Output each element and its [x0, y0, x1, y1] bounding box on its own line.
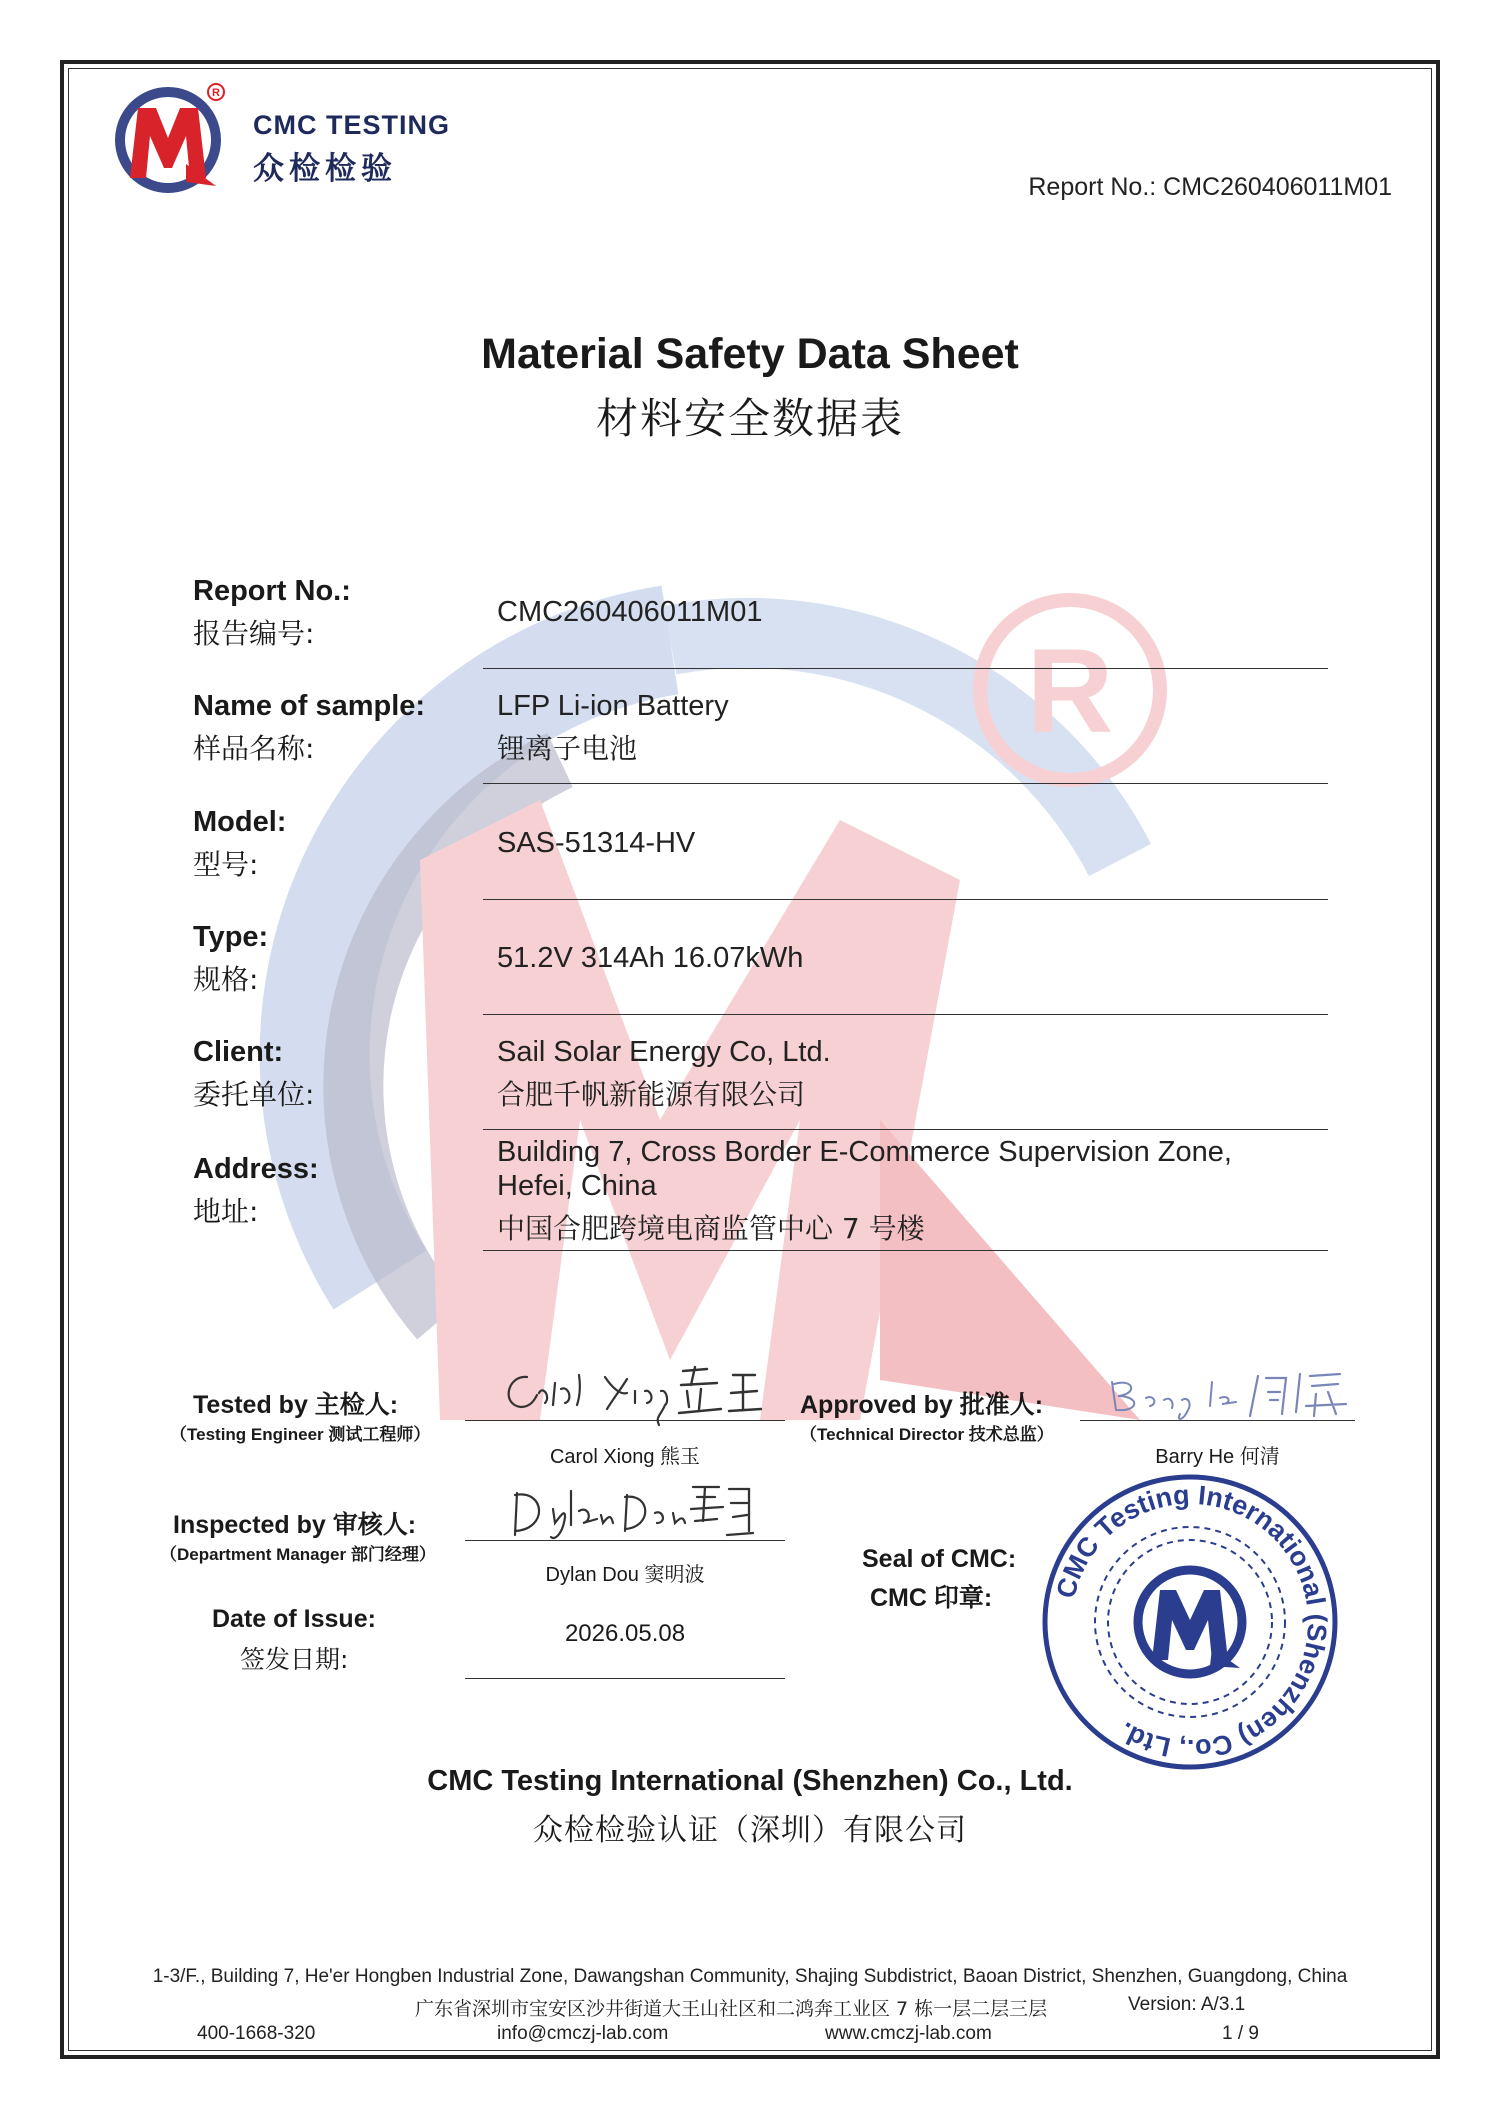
- type-label-cn: 规格:: [193, 963, 259, 996]
- footer-address-cn: 广东省深圳市宝安区沙井街道大王山社区和二鸿奔工业区 7 栋一层二层三层: [415, 1998, 1048, 2020]
- client-value-en: Sail Solar Energy Co, Ltd.: [497, 1036, 831, 1068]
- footer-address-en: 1-3/F., Building 7, He'er Hongben Industrial Zone, Dawangshan Community, Shajing Subdistrict, Baoan District, Shenzhen, Guangdong, China: [152, 1966, 1348, 1987]
- seal-label-en: Seal of CMC:: [862, 1545, 1017, 1573]
- footer-version: Version: A/3.1: [1128, 1994, 1246, 2015]
- inspected-by-line: [465, 1540, 785, 1541]
- divider: [483, 783, 1328, 784]
- inspected-by-label: Inspected by 审核人:: [173, 1511, 417, 1539]
- sample-value-en: LFP Li-ion Battery: [497, 690, 729, 722]
- inspected-by-name: Dylan Dou 窦明波: [545, 1564, 705, 1586]
- address-label-cn: 地址:: [193, 1195, 259, 1228]
- approved-by-label: Approved by 批准人:: [800, 1391, 1044, 1419]
- divider: [483, 1250, 1328, 1251]
- divider: [483, 668, 1328, 669]
- model-label-cn: 型号:: [193, 848, 259, 881]
- date-of-issue-label-en: Date of Issue:: [212, 1605, 376, 1633]
- approved-by-name: Barry He 何清: [1155, 1446, 1280, 1468]
- address-value-line2: Hefei, China: [497, 1170, 657, 1202]
- model-label-en: Model:: [193, 806, 287, 838]
- type-label-en: Type:: [193, 921, 269, 953]
- inspected-by-role: （Department Manager 部门经理）: [160, 1545, 436, 1564]
- footer-email[interactable]: info@cmczj-lab.com: [497, 2023, 669, 2044]
- document-title-cn: 材料安全数据表: [595, 394, 904, 443]
- svg-text:R: R: [212, 87, 220, 99]
- seal-label-cn: CMC 印章:: [870, 1584, 993, 1612]
- tested-by-role: （Testing Engineer 测试工程师）: [170, 1425, 431, 1444]
- divider: [483, 1014, 1328, 1015]
- svg-text:R: R: [1026, 624, 1114, 758]
- approved-by-signature: [1100, 1358, 1360, 1428]
- report-number-header: Report No.: CMC260406011M01: [1028, 173, 1392, 201]
- type-value: 51.2V 314Ah 16.07kWh: [497, 942, 804, 974]
- divider: [483, 1129, 1328, 1130]
- tested-by-name: Carol Xiong 熊玉: [549, 1446, 701, 1468]
- tested-by-line: [465, 1420, 785, 1421]
- date-of-issue-line: [465, 1678, 785, 1679]
- approved-by-line: [1080, 1420, 1355, 1421]
- approved-by-role: （Technical Director 技术总监）: [800, 1425, 1054, 1444]
- company-name-cn: 众检检验认证（深圳）有限公司: [533, 1813, 967, 1848]
- tested-by-signature: [495, 1355, 765, 1435]
- logo-text-en: CMC TESTING: [253, 110, 450, 140]
- inspected-by-signature: [505, 1475, 755, 1550]
- document-title-en: Material Safety Data Sheet: [481, 330, 1019, 378]
- sample-label-en: Name of sample:: [193, 690, 426, 722]
- client-label-en: Client:: [193, 1036, 284, 1068]
- cmc-logo-icon: [108, 78, 228, 198]
- client-label-cn: 委托单位:: [193, 1078, 315, 1111]
- cmc-seal-stamp: [1040, 1472, 1340, 1772]
- seal-text: CMC Testing International (Shenzhen) Co., Ltd.: [1050, 1479, 1333, 1765]
- date-of-issue-value: 2026.05.08: [564, 1620, 686, 1647]
- sample-value-cn: 锂离子电池: [497, 732, 638, 765]
- footer-phone: 400-1668-320: [197, 2023, 316, 2044]
- logo-text-cn: 众检检验: [253, 151, 397, 187]
- sample-label-cn: 样品名称:: [193, 732, 315, 765]
- company-name-en: CMC Testing International (Shenzhen) Co., Ltd.: [427, 1765, 1073, 1797]
- report-no-value: CMC260406011M01: [497, 596, 763, 628]
- address-value-cn: 中国合肥跨境电商监管中心 7 号楼: [497, 1212, 925, 1245]
- client-value-cn: 合肥千帆新能源有限公司: [497, 1078, 806, 1111]
- address-label-en: Address:: [193, 1153, 319, 1185]
- report-no-label-en: Report No.:: [193, 575, 351, 607]
- model-value: SAS-51314-HV: [497, 827, 696, 859]
- address-value-line1: Building 7, Cross Border E-Commerce Supervision Zone,: [497, 1136, 1232, 1168]
- tested-by-label: Tested by 主检人:: [193, 1391, 399, 1419]
- divider: [483, 899, 1328, 900]
- report-no-label-cn: 报告编号:: [193, 617, 315, 650]
- footer-page-number: 1 / 9: [1222, 2023, 1259, 2044]
- footer-website[interactable]: www.cmczj-lab.com: [825, 2023, 992, 2044]
- date-of-issue-label-cn: 签发日期:: [240, 1645, 349, 1674]
